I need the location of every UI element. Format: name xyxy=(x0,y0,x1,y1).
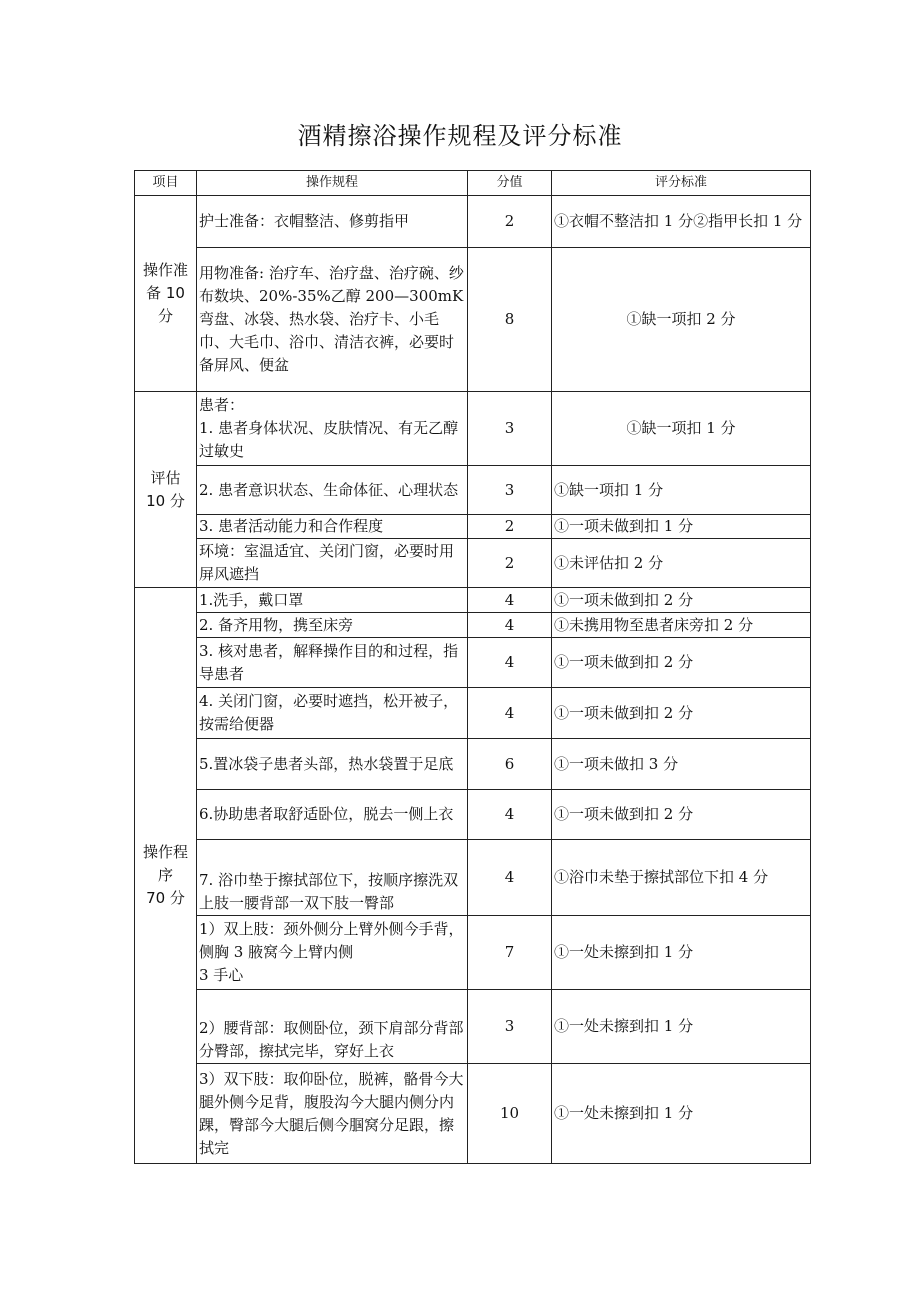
score-cell: 2 xyxy=(468,539,552,588)
criteria-cell: ①一处未擦到扣 1 分 xyxy=(554,1104,694,1122)
table-row xyxy=(135,515,811,539)
procedure-cell: 环境：室温适宜、关闭门窗，必要时用屏风遮挡 xyxy=(199,542,455,583)
criteria-cell: ①未评估扣 2 分 xyxy=(554,553,664,572)
score-cell: 4 xyxy=(468,588,552,613)
procedure-cell: 7. 浴巾垫于擦拭部位下，按顺序擦洗双上肢一腰背部一双下肢一臀部 xyxy=(199,871,459,912)
table-row xyxy=(135,1064,811,1164)
score-cell: 4 xyxy=(468,790,552,840)
criteria-cell: ①缺一项扣 2 分 xyxy=(626,310,736,328)
score-cell: 6 xyxy=(468,739,552,790)
score-cell: 10 xyxy=(468,1064,552,1164)
procedure-cell: 5.置冰袋子患者头部，热水袋置于足底 xyxy=(199,754,454,773)
criteria-cell: ①衣帽不整洁扣 1 分②指甲长扣 1 分 xyxy=(554,212,803,230)
procedure-cell: 4. 关闭门窗，必要时遮挡，松开被子，按需给便器 xyxy=(199,692,459,733)
criteria-cell: ①一项未做扣 3 分 xyxy=(554,754,679,773)
header-procedure: 操作规程 xyxy=(197,171,468,196)
section-proc-line1: 操作程序 xyxy=(142,843,188,884)
table-row xyxy=(135,248,811,392)
section-prep-line1: 操作准 xyxy=(142,261,188,279)
procedure-cell: 1）双上肢：颈外侧分上臂外侧今手背，侧胸 3 腋窝今上臂内侧 3 手心 xyxy=(199,920,464,984)
procedure-cell: 3. 患者活动能力和合作程度 xyxy=(199,517,384,535)
table-row xyxy=(135,739,811,790)
criteria-cell: ①浴巾未垫于擦拭部位下扣 4 分 xyxy=(554,868,769,886)
criteria-cell: ①一项未做到扣 2 分 xyxy=(554,653,694,671)
score-cell: 7 xyxy=(468,916,552,990)
procedure-cell: 2. 备齐用物，携至床旁 xyxy=(199,615,354,634)
criteria-cell: ①一项未做到扣 2 分 xyxy=(554,703,694,722)
criteria-cell: ①一项未做到扣 2 分 xyxy=(554,805,694,823)
section-prep-line2: 备 10 xyxy=(146,284,185,302)
criteria-cell: ①未携用物至患者床旁扣 2 分 xyxy=(554,615,754,634)
procedure-cell: 用物准备: 治疗车、治疗盘、治疗碗、纱布数块、20%-35%乙醇 200—300mK 弯盘、冰袋、热水袋、治疗卡、小毛巾、大毛巾、浴巾、清洁衣裤，必要时备屏风、便盆 xyxy=(199,264,464,374)
score-cell: 8 xyxy=(468,248,552,392)
table-header-row xyxy=(135,171,811,196)
section-proc-label xyxy=(135,588,197,1164)
procedure-cell: 患者： 1. 患者身体状况、皮肤情况、有无乙醇过敏史 xyxy=(199,396,459,460)
criteria-cell: ①一处未擦到扣 1 分 xyxy=(554,1017,694,1035)
table-row xyxy=(135,613,811,638)
header-criteria: 评分标准 xyxy=(552,171,811,196)
score-cell: 3 xyxy=(468,466,552,515)
section-prep-line3: 分 xyxy=(157,307,173,325)
table-row xyxy=(135,990,811,1064)
score-cell: 2 xyxy=(468,515,552,539)
section-assess-line1: 评估 xyxy=(150,468,181,487)
procedure-cell: 3. 核对患者，解释操作目的和过程，指导患者 xyxy=(199,641,459,683)
table-row xyxy=(135,588,811,613)
table-row xyxy=(135,392,811,466)
table-row xyxy=(135,840,811,916)
score-cell: 4 xyxy=(468,840,552,916)
table-row xyxy=(135,638,811,688)
score-cell: 4 xyxy=(468,613,552,638)
procedure-cell: 3）双下肢：取仰卧位，脱裤，骼骨今大腿外侧今足背，腹股沟今大腿内侧分内踝，臀部今大腿后侧今腘窝分足跟，擦拭完 xyxy=(199,1069,464,1157)
table-row xyxy=(135,466,811,515)
score-cell: 3 xyxy=(468,990,552,1064)
procedure-cell: 2）腰背部：取侧卧位，颈下肩部分背部分臀部，擦拭完毕，穿好上衣 xyxy=(199,1019,464,1060)
document-title: 酒精擦浴操作规程及评分标准 xyxy=(297,122,623,150)
score-cell: 4 xyxy=(468,688,552,739)
score-cell: 3 xyxy=(468,392,552,466)
score-cell: 4 xyxy=(468,638,552,688)
procedure-cell: 护士准备：衣帽整洁、修剪指甲 xyxy=(199,212,410,230)
table-row xyxy=(135,916,811,990)
section-assess-line2: 10 分 xyxy=(146,491,185,510)
scoring-table xyxy=(134,170,811,1164)
criteria-cell: ①一项未做到扣 1 分 xyxy=(554,517,694,535)
criteria-cell: ①一处未擦到扣 1 分 xyxy=(554,943,694,961)
section-prep-label xyxy=(135,196,197,392)
table-row xyxy=(135,688,811,739)
score-cell: 2 xyxy=(468,196,552,248)
criteria-cell: ①缺一项扣 1 分 xyxy=(626,419,736,437)
section-proc-line2: 70 分 xyxy=(146,889,185,907)
criteria-cell: ①缺一项扣 1 分 xyxy=(554,480,664,499)
procedure-cell: 1.洗手，戴口罩 xyxy=(199,590,304,609)
procedure-cell: 6.协助患者取舒适卧位，脱去一侧上衣 xyxy=(199,805,454,823)
table-row xyxy=(135,790,811,840)
criteria-cell: ①一项未做到扣 2 分 xyxy=(554,590,694,609)
table-row xyxy=(135,539,811,588)
section-assess-label xyxy=(135,392,197,588)
header-score: 分值 xyxy=(468,171,552,196)
table-row xyxy=(135,196,811,248)
header-item: 项目 xyxy=(135,171,197,196)
procedure-cell: 2. 患者意识状态、生命体征、心理状态 xyxy=(199,480,459,499)
